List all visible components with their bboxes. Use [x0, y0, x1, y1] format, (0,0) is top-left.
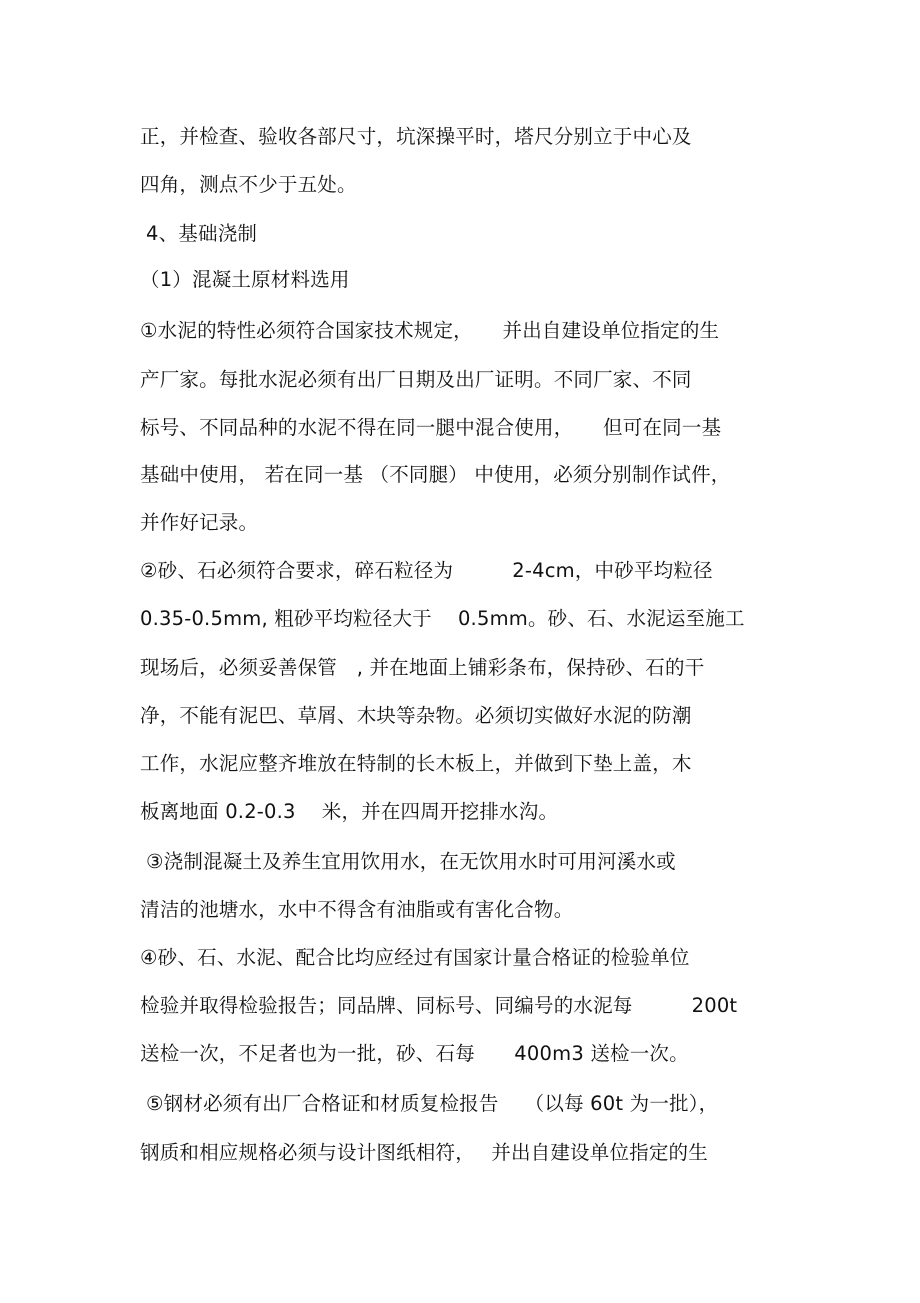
text-line-16: ③浇制混凝土及养生宜用饮用水，在无饮用水时可用河溪水或	[146, 850, 676, 873]
text-line-20: 送检一次，不足者也为一批，砂、石每 400m3 送检一次。	[140, 1042, 689, 1065]
section-heading: 4、基础浇制	[146, 222, 258, 245]
text-line-5: ①水泥的特性必须符合国家技术规定， 并出自建设单位指定的生	[140, 319, 720, 342]
text-line-14: 工作，水泥应整齐堆放在特制的长木板上，并做到下垫上盖，木	[140, 752, 692, 775]
subsection-heading: （1）混凝土原材料选用	[140, 268, 350, 291]
text-line-22: 钢质和相应规格必须与设计图纸相符， 并出自建设单位指定的生	[140, 1141, 708, 1164]
text-line-19: 检验并取得检验报告；同品牌、同标号、同编号的水泥每 200t	[140, 994, 738, 1017]
text-line-15: 板离地面 0.2-0.3 米，并在四周开挖排水沟。	[140, 800, 559, 823]
text-line-9: 并作好记录。	[140, 511, 259, 534]
text-line-7: 标号、不同品种的水泥不得在同一腿中混合使用， 但可在同一基	[140, 416, 722, 439]
text-line-12: 现场后，必须妥善保管 , 并在地面上铺彩条布，保持砂、石的干	[140, 656, 705, 679]
text-line-17: 清洁的池塘水，水中不得含有油脂或有害化合物。	[140, 898, 574, 921]
text-line-21: ⑤钢材必须有出厂合格证和材质复检报告 （以每 60t 为一批），	[146, 1092, 719, 1115]
text-line-2: 四角，测点不少于五处。	[140, 173, 357, 196]
text-line-13: 净，不能有泥巴、草屑、木块等杂物。必须切实做好水泥的防潮	[140, 704, 692, 727]
text-line-6: 产厂家。每批水泥必须有出厂日期及出厂证明。不同厂家、不同	[140, 368, 692, 391]
text-line-18: ④砂、石、水泥、配合比均应经过有国家计量合格证的检验单位	[140, 946, 690, 969]
text-line-1: 正，并检查、验收各部尺寸，坑深操平时，塔尺分别立于中心及	[140, 125, 692, 148]
text-line-10: ②砂、石必须符合要求，碎石粒径为 2-4cm，中砂平均粒径	[140, 559, 713, 582]
text-line-8: 基础中使用， 若在同一基 （不同腿） 中使用，必须分别制作试件，	[140, 463, 731, 486]
text-line-11: 0.35-0.5mm, 粗砂平均粒径大于 0.5mm。砂、石、水泥运至施工	[140, 607, 745, 630]
